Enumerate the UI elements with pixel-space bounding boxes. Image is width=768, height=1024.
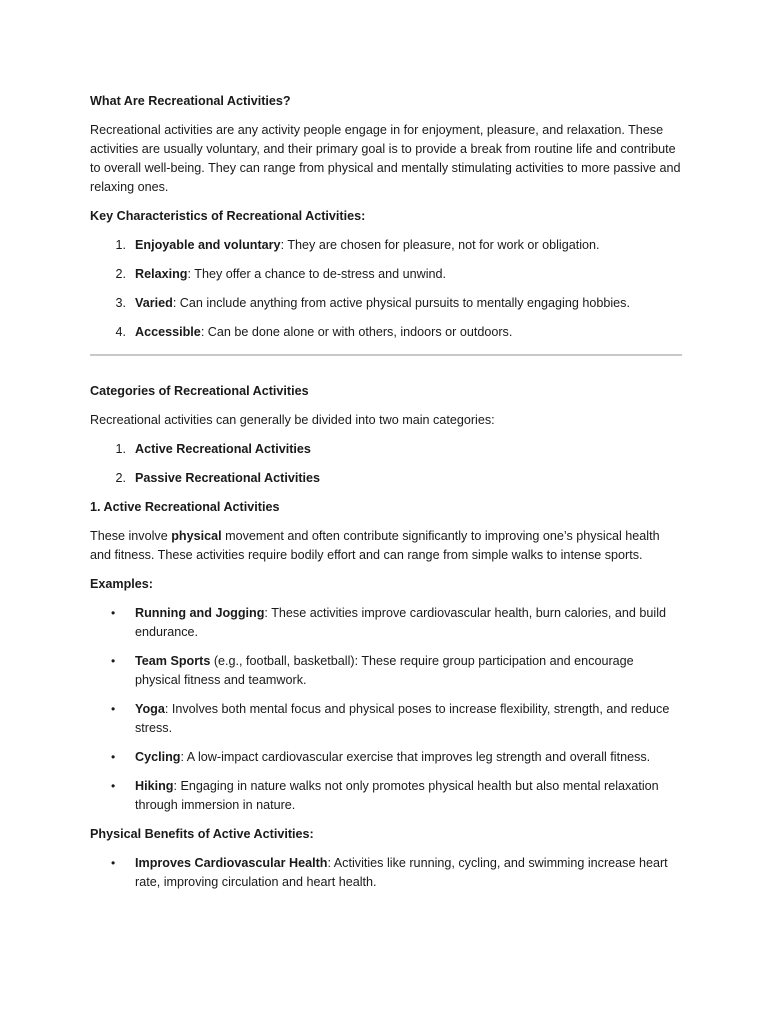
active-intro-emphasis: physical: [171, 529, 222, 543]
list-term: Active Recreational Activities: [135, 442, 311, 456]
list-number: 3.: [115, 296, 126, 310]
list-term: Varied: [135, 296, 173, 310]
benefits-list: [90, 854, 682, 892]
list-text: : Involves both mental focus and physical poses to increase flexibility, strength, and reduce stress.: [135, 702, 670, 735]
bullet-icon: •: [111, 856, 116, 870]
bullet-icon: •: [111, 779, 116, 793]
bullet-icon: •: [111, 654, 116, 668]
list-item: [90, 652, 682, 690]
list-text: : They offer a chance to de-stress and unwind.: [187, 267, 447, 281]
list-text: : Activities like running, cycling, and swimming increase heart rate, improving circulation and heart health.: [135, 856, 668, 889]
list-term: Cycling: [135, 750, 181, 764]
list-item: [90, 323, 682, 342]
categories-intro: Recreational activities can generally be divided into two main categories:: [90, 413, 495, 427]
active-intro-start: These involve: [90, 529, 172, 543]
list-item: [90, 440, 682, 459]
list-item: [90, 700, 682, 738]
list-term: Running and Jogging: [135, 606, 265, 620]
list-number: 1.: [115, 238, 126, 252]
list-number: 2.: [115, 471, 126, 485]
list-number: 4.: [115, 325, 126, 339]
bullet-icon: •: [111, 750, 116, 764]
list-text: (e.g., football, basketball): These require group participation and encourage physical fitness and teamwork.: [135, 654, 634, 687]
benefits-heading: Physical Benefits of Active Activities:: [90, 827, 314, 841]
active-heading: 1. Active Recreational Activities: [90, 500, 280, 514]
categories-list: [90, 440, 682, 488]
list-term: Passive Recreational Activities: [135, 471, 321, 485]
list-item: [90, 265, 682, 284]
section-heading-what-are: What Are Recreational Activities?: [90, 94, 291, 108]
list-item: [90, 748, 682, 767]
list-item: [90, 469, 682, 488]
list-number: 1.: [115, 442, 126, 456]
horizontal-divider: [90, 354, 682, 356]
active-intro: [90, 527, 682, 565]
list-term: Hiking: [135, 779, 174, 793]
characteristics-heading: Key Characteristics of Recreational Activities:: [90, 209, 366, 223]
list-text: : Can be done alone or with others, indoors or outdoors.: [200, 325, 513, 339]
active-intro-end: movement and often contribute significantly to improving one’s physical health and fitness. These activities require bodily effort and can range from simple walks to intense sports.: [90, 529, 660, 562]
list-term: Relaxing: [135, 267, 188, 281]
categories-heading: Categories of Recreational Activities: [90, 384, 309, 398]
list-text: : These activities improve cardiovascular health, burn calories, and build endurance.: [135, 606, 666, 639]
list-item: [90, 777, 682, 815]
examples-list: [90, 604, 682, 815]
list-item: [90, 604, 682, 642]
characteristics-list: [90, 236, 682, 342]
list-term: Accessible: [135, 325, 201, 339]
list-text: : Can include anything from active physical pursuits to mentally engaging hobbies.: [172, 296, 630, 310]
list-item: [90, 294, 682, 313]
list-term: Enjoyable and voluntary: [135, 238, 281, 252]
bullet-icon: •: [111, 606, 116, 620]
list-term: Team Sports: [135, 654, 211, 668]
examples-heading: Examples:: [90, 577, 153, 591]
list-text: : A low-impact cardiovascular exercise that improves leg strength and overall fitness.: [180, 750, 651, 764]
list-text: : Engaging in nature walks not only promotes physical health but also mental relaxation through immersion in nature.: [135, 779, 659, 812]
list-text: : They are chosen for pleasure, not for work or obligation.: [280, 238, 600, 252]
list-term: Yoga: [135, 702, 165, 716]
list-item: [90, 236, 682, 255]
list-item: [90, 854, 682, 892]
document-body: [90, 92, 682, 902]
list-term: Improves Cardiovascular Health: [135, 856, 328, 870]
bullet-icon: •: [111, 702, 116, 716]
list-number: 2.: [115, 267, 126, 281]
intro-paragraph: Recreational activities are any activity people engage in for enjoyment, pleasure, and relaxation. These activities are usually voluntary, and their primary goal is to provide a break from routine life and contribute to overall well-being. They can range from physical and mentally stimulating activities to more passive and relaxing ones.: [90, 123, 681, 194]
